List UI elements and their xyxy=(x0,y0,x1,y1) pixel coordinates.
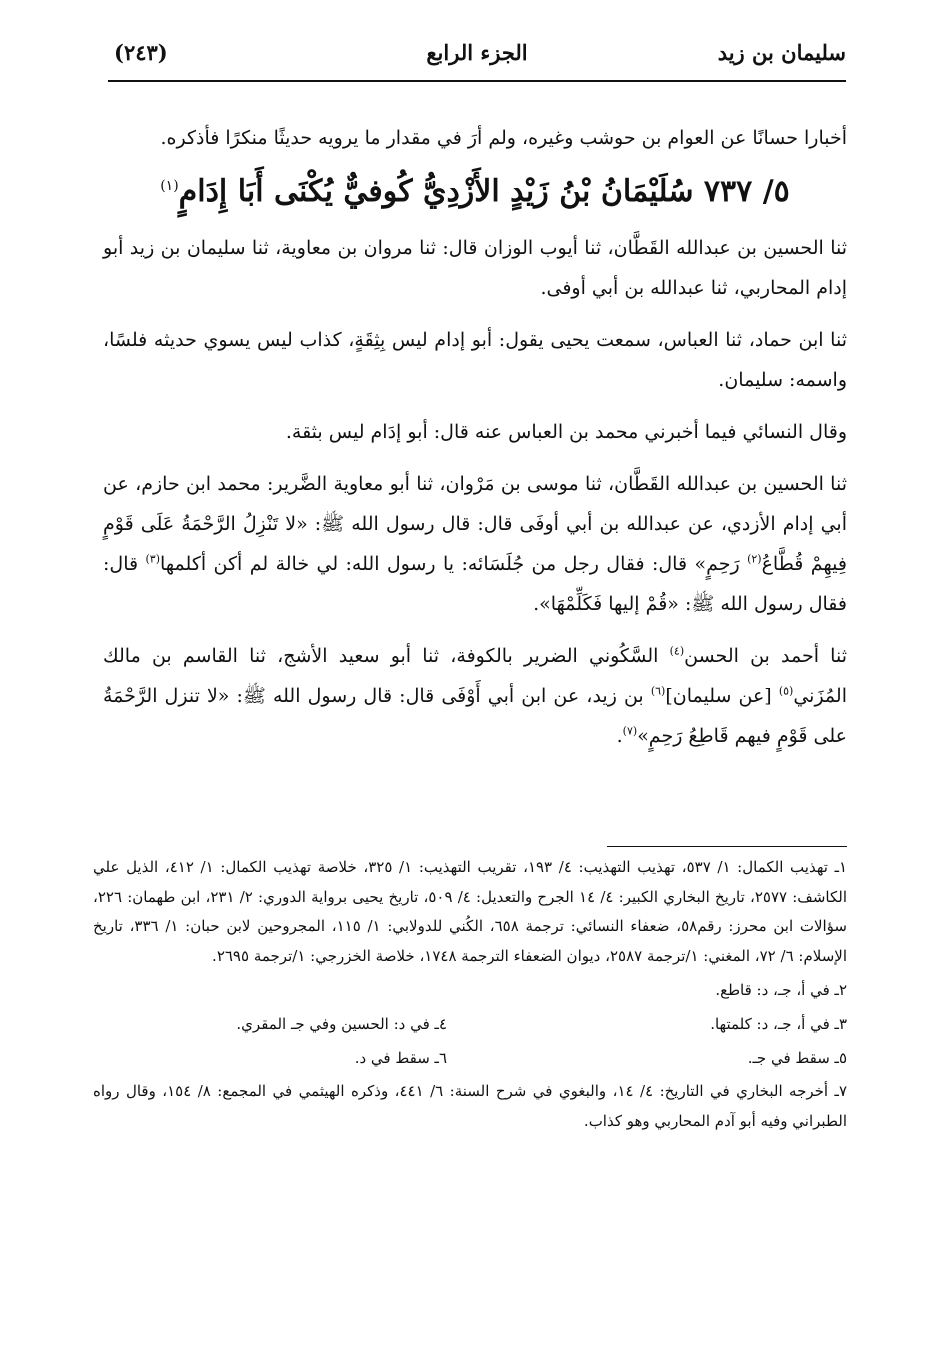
footnote-5: ٥ـ سقط في جـ. xyxy=(747,1049,847,1067)
footnote-ref: (٦) xyxy=(650,684,666,698)
footnote-3: ٣ـ في أ، جـ، د: كلمتها. xyxy=(710,1015,847,1033)
paragraph-3: وقال النسائي فيما أخبرني محمد بن العباس عنه قال: أبو إدَام ليس بثقة. xyxy=(285,421,847,443)
header-section-title: سليمان بن زيد xyxy=(717,40,846,65)
page-header xyxy=(108,40,846,84)
page-number: (٢٤٣) xyxy=(114,40,168,65)
paragraph-5-text-d: بن زيد، عن ابن أبي أَوْفَى قال: قال رسول الله ﷺ: «لا تنزل الرَّحْمَةُ على قَوْمٍ فيهم قَاطِعُ رَحِمٍ» xyxy=(103,685,847,747)
paragraph-5-text-c: [عن سليمان] xyxy=(665,685,779,707)
footnote-2: ٢ـ في أ، جـ، د: قاطع. xyxy=(715,981,847,999)
footnote-7: ٧ـ أخرجه البخاري في التاريخ: ٤/ ١٤، والبغوي في شرح السنة: ٦/ ٤٤١، وذكره الهيثمي في المجمع: ٨/ ١٥٤، وقال رواه الطبراني وفيه أبو آدم المحاربي وهو كذاب. xyxy=(93,1082,847,1130)
paragraph-5-text-e: . xyxy=(616,725,623,747)
footnote-row xyxy=(93,1009,847,1040)
footnote-6: ٦ـ سقط في د. xyxy=(354,1049,447,1067)
entry-title-text: ٥/ ٧٣٧ سُلَيْمَانُ بْنُ زَيْدٍ الأَزْدِيُّ كُوفيٌّ يُكْنَى أَبَا إِدَامٍ xyxy=(178,174,790,209)
footnote-4: ٤ـ في د: الحسين وفي جـ المقري. xyxy=(236,1015,447,1033)
paragraph-1: ثنا الحسين بن عبدالله القَطَّان، ثنا أيوب الوزان قال: ثنا مروان بن معاوية، ثنا سليمان بن زيد أبو إدام المحاربي، ثنا عبدالله بن أبي أوفى. xyxy=(103,237,847,299)
footnote-separator xyxy=(607,846,847,847)
footnote-row xyxy=(93,1043,847,1074)
header-rule xyxy=(108,80,846,82)
paragraph-4-text-c: قال: فقال رسول الله ﷺ: «قُمْ إليها فَكَلِّمْهَا». xyxy=(103,553,847,615)
footnote-ref: (٧) xyxy=(622,724,638,738)
footnote-1: ١ـ تهذيب الكمال: ١/ ٥٣٧، تهذيب التهذيب: ٤/ ١٩٣، تقريب التهذيب: ١/ ٣٢٥، خلاصة تهذيب الكمال: ١/ ٤١٢، الذيل علي الكاشف: ٢٥٧٧، تاريخ البخاري الكبير: ٤/ ١٤ الجرح والتعديل: ٤/ ٥٠٩، تاريخ يحيى برواية الدوري: ٢/ ٢٣١، ابن طهمان: ٢٢٦، سؤالات ابن محرز: رقم٥٨، ضعفاء النسائي: ترجمة ٦٥٨، الكُني للدولابي: ١/ ١١٥، المجروحين لابن حبان: ١/ ٣٣٦، تاريخ الإسلام: ٦/ ٧٢، المغني: ١/ترجمة ٢٥٨٧، ديوان الضعفاء الترجمة ١٧٤٨، خلاصة الخزرجي: ١/ترجمة ٢٦٩٥. xyxy=(93,858,848,965)
footnote-ref: (١) xyxy=(160,178,179,194)
paragraph-2: ثنا ابن حماد، ثنا العباس، سمعت يحيى يقول: أبو إدام ليس بِثِقَةٍ، كذاب ليس يسوي حديثه فلسًا، واسمه: سليمان. xyxy=(103,329,847,391)
footnote-row xyxy=(93,975,847,1006)
footnote-ref: (٥) xyxy=(778,684,794,698)
footnote-ref: (٣) xyxy=(145,552,160,566)
paragraph-5-text-b: السَّكُوني الضرير بالكوفة، ثنا أبو سعيد الأشج، ثنا القاسم بن مالك المُزَني xyxy=(103,645,847,707)
paragraph-4 xyxy=(103,464,847,624)
footnote-ref: (٤) xyxy=(669,644,685,658)
footnote-ref: (٢) xyxy=(747,552,762,566)
main-text xyxy=(103,118,847,768)
paragraph-5 xyxy=(103,636,847,756)
intro-paragraph: أخبارا حسانًا عن العوام بن حوشب وغيره، ولم أرَ في مقدار ما يرويه حديثًا منكرًا فأذكره. xyxy=(160,127,847,149)
paragraph-4-text-b: رَحِمٍ» قال: فقال رجل من جُلَسَائه: يا رسول الله: لي خالة لم أكن أكلمها xyxy=(160,553,748,575)
entry-title xyxy=(103,166,847,218)
paragraph-4-text-a: ثنا الحسين بن عبدالله القَطَّان، ثنا موسى بن مَرْوان، ثنا أبو معاوية الضَّرير: محمد ابن حازم، عن أبي إدام الأزدي، عن عبدالله بن أبي أوفَى قال: قال رسول الله ﷺ: «لا تَنْزِلُ الرَّحْمَةُ عَلَى قَوْمٍ فِيهِمْ قُطَّاعُ xyxy=(103,473,847,575)
header-volume: الجزء الرابع xyxy=(426,40,528,65)
paragraph-5-text-a: ثنا أحمد بن الحسن xyxy=(684,645,847,667)
footnotes xyxy=(93,846,847,1140)
